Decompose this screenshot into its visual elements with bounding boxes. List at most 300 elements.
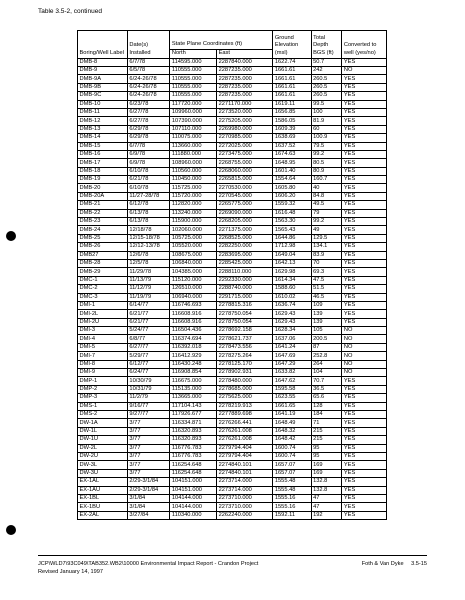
table-row [78,259,387,267]
table-cell: 2273710.000 [217,494,273,502]
table-cell: NO [342,369,387,377]
table-cell: 6/23/78 [127,100,169,108]
table-cell: 1623.55 [273,394,311,402]
table-cell: 110560.000 [170,167,217,175]
table-cell: 1595.58 [273,385,311,393]
table-cell: 107110.000 [170,125,217,133]
table-cell: 116320.893 [170,436,217,444]
table-cell: 70.7 [311,377,342,385]
table-cell: YES [342,377,387,385]
table-cell: DMI-1 [78,301,128,309]
table-cell: YES [342,142,387,150]
table-cell: YES [342,243,387,251]
table-cell: 2273475.000 [217,150,273,158]
table-cell: 1555.16 [273,503,311,511]
table-cell: 108675.000 [170,251,217,259]
table-cell: DMC-1 [78,276,128,284]
table-cell: 2285425.000 [217,259,273,267]
table-cell: YES [342,184,387,192]
table-cell: 1555.48 [273,486,311,494]
table-cell: 10/31/79 [127,385,169,393]
table-cell: DMB-14 [78,134,128,142]
table-row [78,268,387,276]
table-cell: 46.5 [311,293,342,301]
table-cell: 1606.20 [273,192,311,200]
table-cell: 104151.000 [170,486,217,494]
table-cell: 110450.000 [170,176,217,184]
table-cell: 1648.95 [273,159,311,167]
table-cell: 260.5 [311,92,342,100]
table-cell: 6/24-26/78 [127,92,169,100]
table-cell: DMB-24 [78,226,128,234]
table-cell: YES [342,117,387,125]
table-row [78,444,387,452]
table-cell: 116254.648 [170,469,217,477]
table-cell: 260.5 [311,83,342,91]
table-caption: Table 3.5-2, continued [38,8,102,15]
table-cell: DMP-2 [78,385,128,393]
table-cell: 3/1/84 [127,494,169,502]
table-cell: 1554.64 [273,176,311,184]
footer-company: Foth & Van Dyke [361,561,404,567]
table-cell: DMI-9 [78,369,128,377]
table-cell: 116430.248 [170,360,217,368]
table-cell: 1628.34 [273,327,311,335]
table-row [78,201,387,209]
table-cell: 6/9/78 [127,159,169,167]
table-cell: 2278275.264 [217,352,273,360]
table-cell: 113240.000 [170,209,217,217]
table-cell: DW-2U [78,452,128,460]
table-cell: 79.5 [311,142,342,150]
table-cell: 215 [311,427,342,435]
table-cell: 1647.29 [273,360,311,368]
table-cell: YES [342,503,387,511]
table-row [78,494,387,502]
table-row [78,276,387,284]
table-cell: 1641.24 [273,343,311,351]
table-row [78,327,387,335]
table-cell: DMI-8 [78,360,128,368]
table-cell: 84.8 [311,192,342,200]
table-cell: 1644.86 [273,234,311,242]
table-cell: EX-1AU [78,486,128,494]
table-cell: YES [342,125,387,133]
table-cell: DMI-3 [78,327,128,335]
table-cell: EX-2AL [78,511,128,519]
table-cell: YES [342,100,387,108]
table-cell: 116504.436 [170,327,217,335]
table-cell: DMC-3 [78,293,128,301]
table-cell: 117720.000 [170,100,217,108]
table-cell: 1661.61 [273,92,311,100]
table-row [78,167,387,175]
table-cell: 1712.98 [273,243,311,251]
table-cell: 2273710.000 [217,503,273,511]
table-cell: EX-1BL [78,494,128,502]
table-cell: 11/27-28/78 [127,192,169,200]
table-cell: 2278750.054 [217,310,273,318]
table-cell: 1605.80 [273,184,311,192]
table-cell: 6/8/77 [127,335,169,343]
table-cell: 3/27/84 [127,511,169,519]
table-cell: 109 [311,301,342,309]
table-cell: 9/16/77 [127,402,169,410]
table-cell: 6/24/77 [127,369,169,377]
table-cell: DMB-22 [78,209,128,217]
table-cell: 113665.000 [170,394,217,402]
table-cell: DMB-9A [78,75,128,83]
table-cell: 6/13/78 [127,209,169,217]
table-cell: DMP-1 [78,377,128,385]
table-row [78,285,387,293]
table-cell: DMB-10 [78,100,128,108]
table-row [78,486,387,494]
table-cell: YES [342,301,387,309]
table-cell: 47.5 [311,276,342,284]
table-cell: YES [342,226,387,234]
table-cell: 6/21/78 [127,176,169,184]
table-cell: 69.3 [311,268,342,276]
table-cell: 116320.893 [170,427,217,435]
table-cell: DW-1A [78,419,128,427]
table-row [78,419,387,427]
table-cell: 112820.000 [170,201,217,209]
table-cell: 110555.000 [170,92,217,100]
table-cell: 40 [311,184,342,192]
table-cell: YES [342,251,387,259]
table-cell: 2278685.000 [217,385,273,393]
table-cell: 169 [311,469,342,477]
table-cell: YES [342,318,387,326]
table-cell: 117104.143 [170,402,217,410]
table-cell: 2275205.000 [217,117,273,125]
table-cell: 6/14/77 [127,301,169,309]
footer-revised-date: Revised January 14, 1997 [38,569,103,575]
table-cell: 116608.916 [170,310,217,318]
table-cell: 116254.648 [170,461,217,469]
table-cell: 6/21/77 [127,310,169,318]
table-cell: DMB-15 [78,142,128,150]
table-cell: 1637.52 [273,142,311,150]
table-cell: 6/10/78 [127,167,169,175]
binder-hole-mark [6,525,16,535]
table-cell: NO [342,352,387,360]
table-cell: 260.5 [311,75,342,83]
table-cell: 105 [311,327,342,335]
table-cell: 110340.000 [170,511,217,519]
table-cell: 107390.000 [170,117,217,125]
table-cell: 2274840.101 [217,461,273,469]
table-cell: DMB-11 [78,108,128,116]
table-cell: DMI-2U [78,318,128,326]
table-row [78,75,387,83]
table-cell: 2287235.000 [217,92,273,100]
table-row [78,377,387,385]
table-cell: 12/15-18/78 [127,234,169,242]
table-cell: 2272025.000 [217,142,273,150]
table-cell: 102060.000 [170,226,217,234]
table-cell: 6/24-26/78 [127,75,169,83]
table-cell: 139 [311,318,342,326]
table-cell: 6/13/78 [127,218,169,226]
table-cell: YES [342,201,387,209]
binder-hole-mark [6,231,16,241]
table-cell: 12/5/78 [127,259,169,267]
table-cell: 2273714.000 [217,486,273,494]
table-cell: 2268205.000 [217,218,273,226]
table-cell: 2278125.170 [217,360,273,368]
table-cell: YES [342,92,387,100]
table-cell: 6/9/78 [127,150,169,158]
table-cell: DMB-21 [78,201,128,209]
table-cell: 132.8 [311,486,342,494]
table-cell: YES [342,469,387,477]
table-cell: 2265775.000 [217,201,273,209]
table-cell: 2282250.000 [217,243,273,251]
table-row [78,469,387,477]
table-cell: 2278815.316 [217,301,273,309]
table-cell: 95 [311,452,342,460]
table-cell: YES [342,58,387,66]
table-cell: 11/13/79 [127,276,169,284]
table-cell: 126510.000 [170,285,217,293]
table-cell: YES [342,83,387,91]
table-row [78,335,387,343]
table-cell: YES [342,461,387,469]
table-cell: 6/29/78 [127,125,169,133]
header-date-installed: Date(s) Installed [127,31,169,59]
table-row [78,150,387,158]
table-cell: 2277889.698 [217,411,273,419]
table-row [78,310,387,318]
table-cell: 111880.000 [170,150,217,158]
table-cell: YES [342,427,387,435]
table-row [78,234,387,242]
table-cell: 2276266.441 [217,419,273,427]
table-cell: 2271170.000 [217,100,273,108]
table-cell: 80.9 [311,167,342,175]
table-cell: 3/77 [127,444,169,452]
table-cell: 1600.74 [273,452,311,460]
table-cell: DMB-29 [78,268,128,276]
table-cell: 215 [311,436,342,444]
table-cell: 99.2 [311,150,342,158]
table-cell: 11/2/79 [127,394,169,402]
table-cell: DMB-19 [78,176,128,184]
table-cell: YES [342,276,387,284]
table-cell: 1674.63 [273,150,311,158]
table-cell: 1661.61 [273,75,311,83]
table-cell: 117926.677 [170,411,217,419]
table-cell: 2279794.404 [217,452,273,460]
footer-page-number: 3.5-15 [411,561,427,567]
table-cell: 47 [311,503,342,511]
header-converted: Converted to well (yes/no) [342,31,387,59]
table-cell: 116412.929 [170,352,217,360]
table-cell: 1601.40 [273,167,311,175]
table-cell: 115720.000 [170,192,217,200]
table-cell: YES [342,511,387,519]
table-cell: DW-3L [78,461,128,469]
table-cell: 1661.65 [273,402,311,410]
table-cell: 70 [311,259,342,267]
table-cell: DMB-20A [78,192,128,200]
table-cell: 87 [311,343,342,351]
table-cell: NO [342,335,387,343]
table-cell: YES [342,310,387,318]
table-row [78,108,387,116]
table-cell: 1648.42 [273,436,311,444]
table-cell: YES [342,268,387,276]
table-cell: 2270985.000 [217,134,273,142]
table-row [78,352,387,360]
table-cell: DMB-9 [78,66,128,74]
table-cell: YES [342,150,387,158]
table-cell: 1629.43 [273,310,311,318]
table-cell: 2262240.000 [217,511,273,519]
table-row [78,385,387,393]
table-row [78,301,387,309]
table-row [78,176,387,184]
table-cell: 6/7/78 [127,142,169,150]
table-cell: DW-1L [78,427,128,435]
table-cell: 6/10/78 [127,184,169,192]
table-cell: 2276261.008 [217,436,273,444]
table-cell: 2278219.913 [217,402,273,410]
table-cell: 2283695.000 [217,251,273,259]
table-cell: 11/19/79 [127,293,169,301]
table-cell: 108960.000 [170,159,217,167]
header-well-label: Boring/Well Label [78,31,128,59]
table-cell: 242 [311,66,342,74]
table-cell: 6/5/78 [127,66,169,74]
table-cell: 2273520.000 [217,108,273,116]
table-cell: 116392.018 [170,343,217,351]
table-cell: NO [342,327,387,335]
table-cell: 1661.61 [273,83,311,91]
table-cell: 1610.02 [273,293,311,301]
table-cell: 104144.000 [170,503,217,511]
table-cell: 128 [311,402,342,410]
table-cell: DMB-9C [78,92,128,100]
table-cell: 1555.16 [273,494,311,502]
header-ground-elevation: Ground Elevation (msl) [273,31,311,59]
table-cell: 3/77 [127,452,169,460]
table-cell: DMC-2 [78,285,128,293]
table-cell: 99.5 [311,100,342,108]
table-row [78,411,387,419]
table-cell: 110555.000 [170,75,217,83]
table-row [78,58,387,66]
table-cell: YES [342,218,387,226]
table-cell: 1638.69 [273,134,311,142]
table-row [78,92,387,100]
table-row [78,159,387,167]
table-cell: YES [342,436,387,444]
table-cell: 71 [311,419,342,427]
table-cell: 2268060.000 [217,167,273,175]
table-cell: 49.5 [311,201,342,209]
table-cell: YES [342,402,387,410]
table-cell: DMB-23 [78,218,128,226]
table-cell: 1616.48 [273,209,311,217]
table-cell: NO [342,343,387,351]
table-row [78,318,387,326]
table-cell: 6/27/77 [127,343,169,351]
table-cell: 1609.39 [273,125,311,133]
table-cell: YES [342,411,387,419]
table-cell: YES [342,494,387,502]
table-cell: 99.2 [311,218,342,226]
table-cell: 1565.43 [273,226,311,234]
table-row [78,360,387,368]
table-cell: 1555.48 [273,478,311,486]
table-cell: 6/12/78 [127,201,169,209]
table-cell: 1642.13 [273,259,311,267]
table-cell: 1648.32 [273,427,311,435]
table-cell: DMP-3 [78,394,128,402]
table-row [78,218,387,226]
table-cell: DMB-8 [78,58,128,66]
table-cell: 2278621.737 [217,335,273,343]
table-cell: DMB-25 [78,234,128,242]
table-cell: 132.8 [311,478,342,486]
table-cell: 116776.783 [170,444,217,452]
table-cell: 3/77 [127,469,169,477]
table-row [78,100,387,108]
table-cell: 2268755.000 [217,159,273,167]
table-cell: 2276261.008 [217,427,273,435]
table-cell: DMB-12 [78,117,128,125]
table-row [78,503,387,511]
table-cell: 5/24/77 [127,327,169,335]
table-cell: 80.5 [311,159,342,167]
table-row [78,478,387,486]
table-cell: 6/27/78 [127,108,169,116]
table-cell: 10/30/79 [127,377,169,385]
table-cell: 105725.000 [170,234,217,242]
table-cell: 2270545.000 [217,192,273,200]
table-cell: 2269090.000 [217,209,273,217]
table-cell: DMB-13 [78,125,128,133]
table-row [78,209,387,217]
table-row [78,83,387,91]
table-cell: 2287235.000 [217,66,273,74]
table-cell: 100.9 [311,134,342,142]
table-cell: 50.7 [311,58,342,66]
table-cell: 2279794.404 [217,444,273,452]
table-cell: 2274840.101 [217,469,273,477]
table-cell: 9/27/77 [127,411,169,419]
table-cell: 1648.49 [273,419,311,427]
table-cell: 12/12-13/78 [127,243,169,251]
table-cell: 1636.74 [273,301,311,309]
table-row [78,394,387,402]
table-cell: 1592.11 [273,511,311,519]
table-row [78,452,387,460]
table-cell: YES [342,259,387,267]
table-cell: YES [342,285,387,293]
table-cell: 200.5 [311,335,342,343]
table-cell: 1586.05 [273,117,311,125]
table-cell: 2287235.000 [217,83,273,91]
table-cell: 2287235.000 [217,75,273,83]
table-cell: YES [342,176,387,184]
table-cell: YES [342,167,387,175]
table-cell: 60 [311,125,342,133]
table-cell: 104 [311,369,342,377]
